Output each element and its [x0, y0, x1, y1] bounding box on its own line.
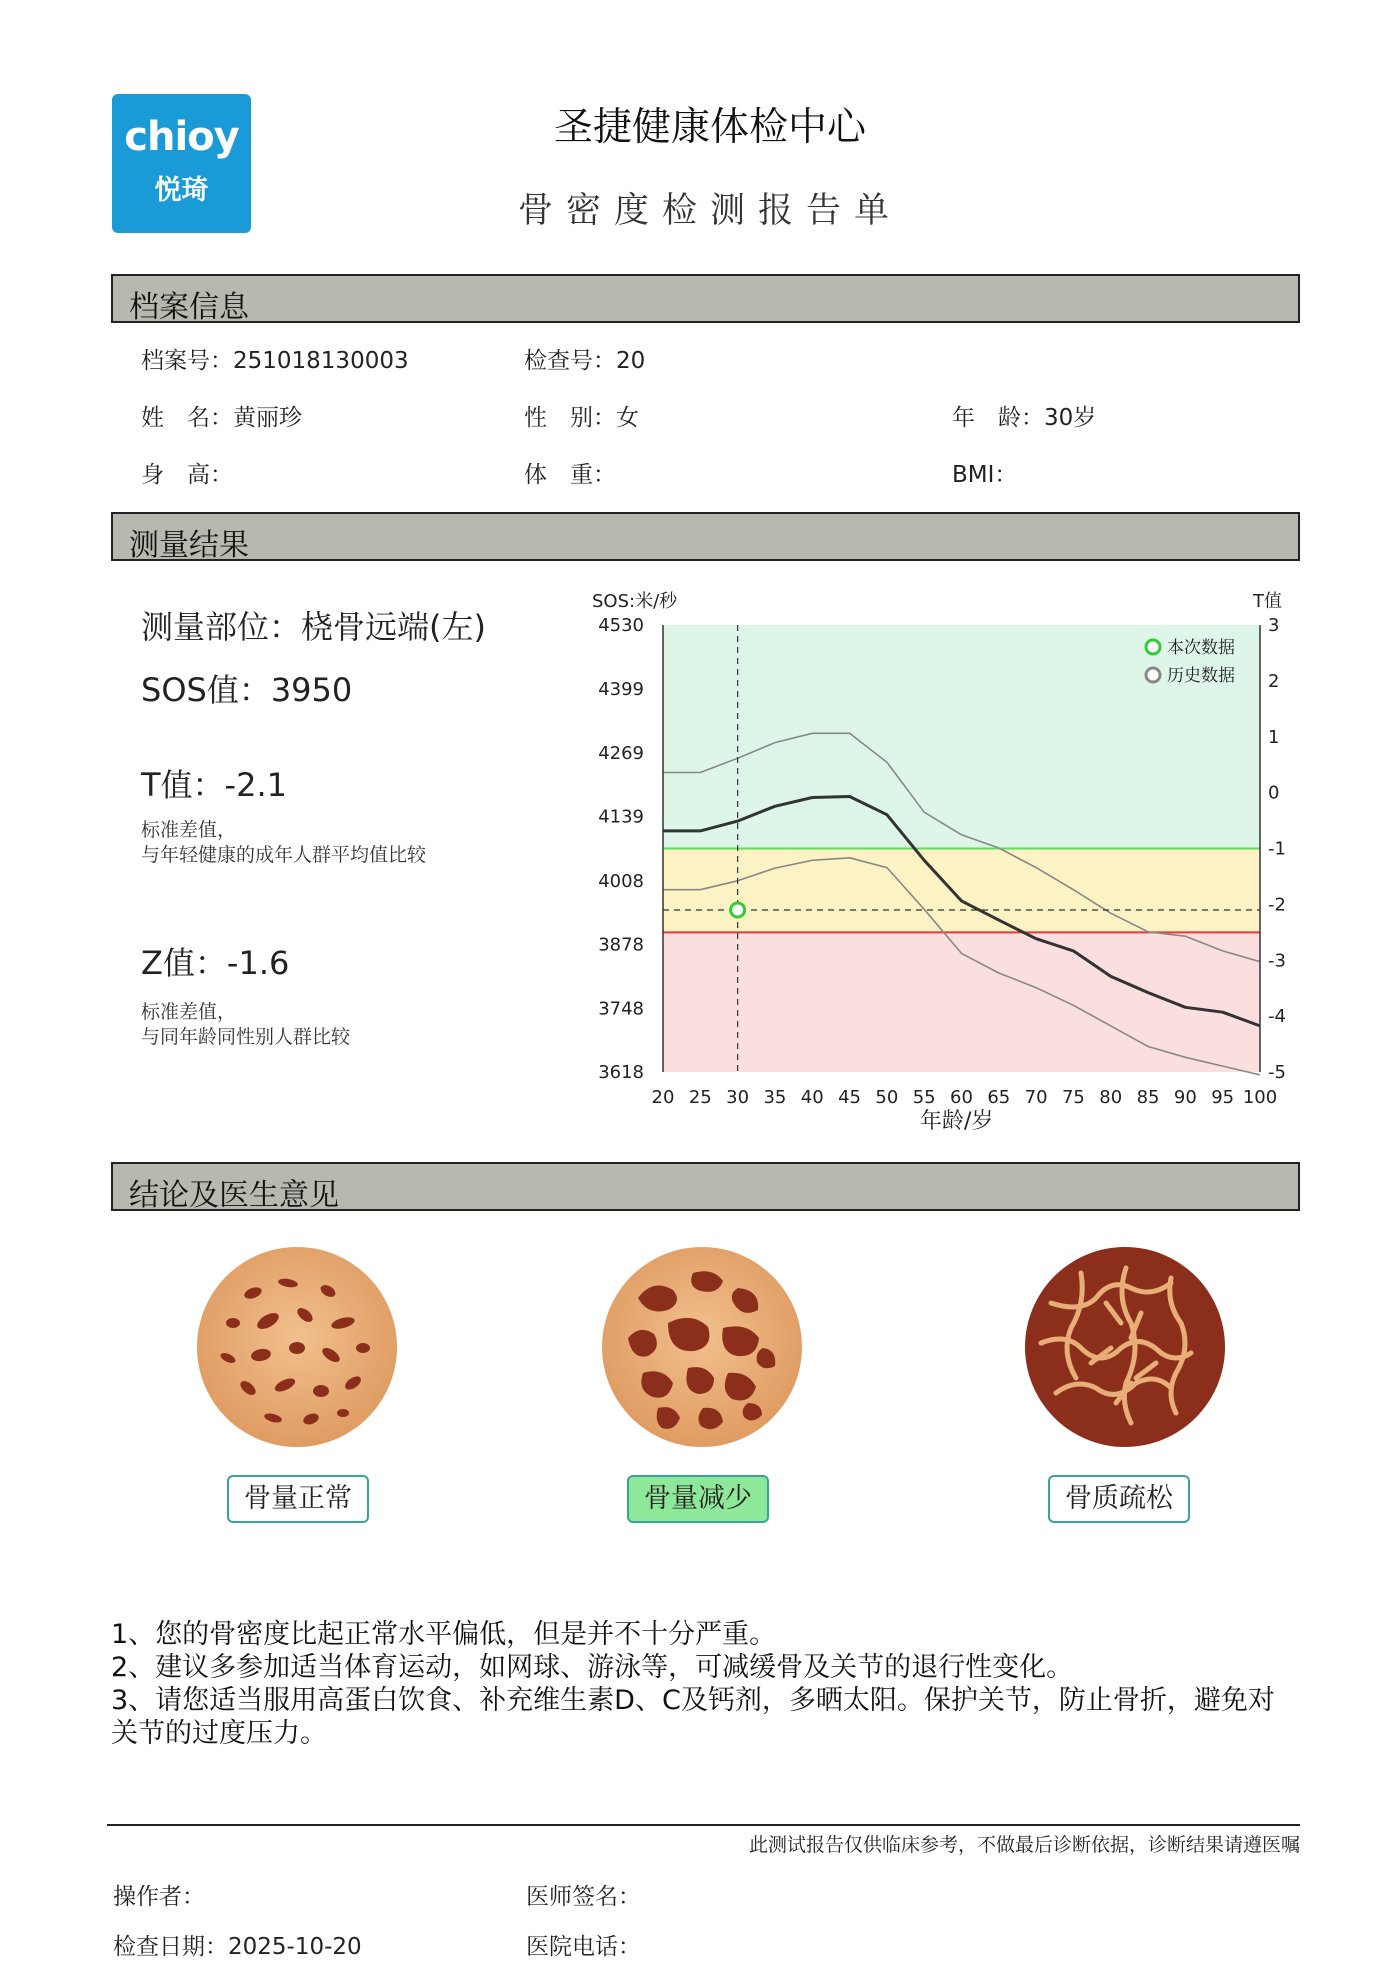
osteopenia-bone-label: 骨量减少	[627, 1475, 769, 1523]
sos-value: SOS值：3950	[141, 671, 353, 709]
x-tick-label: 50	[875, 1087, 899, 1108]
x-tick-label: 80	[1099, 1087, 1123, 1108]
measurement-site: 测量部位：桡骨远端(左)	[141, 608, 486, 646]
conclusion-section-title: 结论及医生意见	[129, 1178, 339, 1213]
x-tick-label: 20	[651, 1087, 675, 1108]
y-tick-label: 4008	[598, 870, 644, 892]
x-tick-label: 45	[838, 1087, 862, 1108]
chart-zone	[663, 849, 1260, 933]
z-value: Z值：-1.6	[141, 944, 290, 982]
y2-tick-label: -5	[1268, 1062, 1286, 1083]
x-tick-label: 40	[800, 1087, 824, 1108]
x-tick-label: 65	[987, 1087, 1011, 1108]
profile-section-title: 档案信息	[129, 290, 249, 325]
y2-tick-label: -2	[1268, 894, 1286, 916]
x-tick-label: 95	[1211, 1087, 1235, 1108]
advice-item: 1、您的骨密度比起正常水平偏低，但是并不十分严重。	[111, 1619, 777, 1650]
t-value-note	[141, 818, 426, 868]
doctor-advice	[111, 1618, 1301, 1750]
report-title: 圣捷健康体检中心	[553, 105, 866, 150]
z-note-line-1: 标准差值，	[141, 1001, 237, 1023]
logo	[112, 94, 251, 233]
y-tick-label: 4399	[598, 679, 644, 701]
y-tick-label: 3748	[598, 998, 644, 1020]
results-section-title: 测量结果	[129, 528, 249, 563]
legend-marker	[1146, 668, 1160, 682]
y2-tick-label: -1	[1268, 838, 1286, 860]
record-number: 档案号：251018130003	[141, 348, 409, 374]
t-value: T值：-2.1	[141, 766, 287, 804]
patient-height: 身 高：	[141, 462, 233, 488]
x-tick-label: 85	[1136, 1087, 1160, 1108]
x-tick-label: 35	[763, 1087, 787, 1108]
patient-gender: 性 别：女	[524, 405, 639, 431]
osteoporosis-bone-illustration	[1021, 1243, 1229, 1451]
current-data-point	[731, 903, 745, 917]
advice-item: 2、建议多参加适当体育运动，如网球、游泳等，可减缓骨及关节的退行性变化。	[111, 1652, 1074, 1683]
legend-label: 本次数据	[1167, 638, 1235, 658]
conclusion-section-header	[111, 1162, 1300, 1211]
exam-date: 检查日期：2025-10-20	[113, 1934, 362, 1960]
profile-section-header	[111, 274, 1300, 323]
results-section-header	[111, 512, 1300, 561]
y-tick-label: 4530	[598, 615, 644, 636]
patient-bmi: BMI：	[952, 462, 1018, 488]
logo-text-cn: 悦琦	[154, 175, 209, 206]
footer-divider	[107, 1824, 1300, 1826]
x-tick-label: 70	[1024, 1087, 1048, 1108]
chart-y2-axis-label: T值	[1253, 591, 1282, 612]
t-note-line-2: 与年轻健康的成年人群平均值比较	[141, 844, 427, 866]
hospital-phone-field: 医院电话：	[526, 1934, 641, 1960]
exam-number: 检查号：20	[524, 348, 646, 374]
y2-tick-label: -4	[1268, 1006, 1286, 1028]
x-tick-label: 30	[726, 1087, 750, 1108]
z-note-line-2: 与同年龄同性别人群比较	[141, 1026, 351, 1048]
t-note-line-1: 标准差值，	[141, 819, 237, 841]
y-tick-label: 4139	[598, 806, 644, 828]
normal-bone-label: 骨量正常	[227, 1475, 369, 1523]
y2-tick-label: 1	[1268, 726, 1280, 748]
disclaimer: 此测试报告仅供临床参考，不做最后诊断依据，诊断结果请遵医嘱	[748, 1834, 1300, 1856]
patient-name: 姓 名：黄丽珍	[141, 405, 302, 431]
osteoporosis-bone-label: 骨质疏松	[1048, 1475, 1190, 1523]
patient-age: 年 龄：30岁	[952, 405, 1097, 431]
operator-field: 操作者：	[113, 1884, 205, 1910]
logo-text-en: chioy	[124, 114, 239, 160]
x-tick-label: 75	[1061, 1087, 1085, 1108]
y-tick-label: 3878	[598, 934, 644, 956]
x-tick-label: 90	[1173, 1087, 1197, 1108]
doctor-signature-field: 医师签名：	[526, 1884, 641, 1910]
bone-density-chart	[580, 615, 1320, 1135]
y2-tick-label: 0	[1268, 782, 1280, 804]
chart-y-axis-label: SOS:米/秒	[592, 591, 678, 612]
z-value-note	[141, 1000, 350, 1050]
x-tick-label: 25	[688, 1087, 712, 1108]
y-tick-label: 4269	[598, 742, 644, 764]
chart-x-axis-label: 年龄/岁	[920, 1109, 994, 1134]
y2-tick-label: -3	[1268, 950, 1286, 972]
legend-marker	[1146, 640, 1160, 654]
normal-bone-illustration	[193, 1243, 401, 1451]
advice-item: 3、请您适当服用高蛋白饮食、补充维生素D、C及钙剂，多晒太阳。保护关节，防止骨折，避免对关节的过度压力。	[111, 1685, 1275, 1749]
osteopenia-bone-illustration	[598, 1243, 806, 1451]
y2-tick-label: 3	[1268, 615, 1280, 636]
x-tick-label: 60	[950, 1087, 973, 1108]
y2-tick-label: 2	[1268, 670, 1280, 692]
y-tick-label: 3618	[598, 1062, 644, 1083]
x-tick-label: 100	[1242, 1087, 1278, 1108]
legend-label: 历史数据	[1167, 666, 1235, 686]
x-tick-label: 55	[912, 1087, 936, 1108]
report-subtitle: 骨密度检测报告单	[517, 191, 902, 231]
patient-weight: 体 重：	[524, 462, 616, 488]
